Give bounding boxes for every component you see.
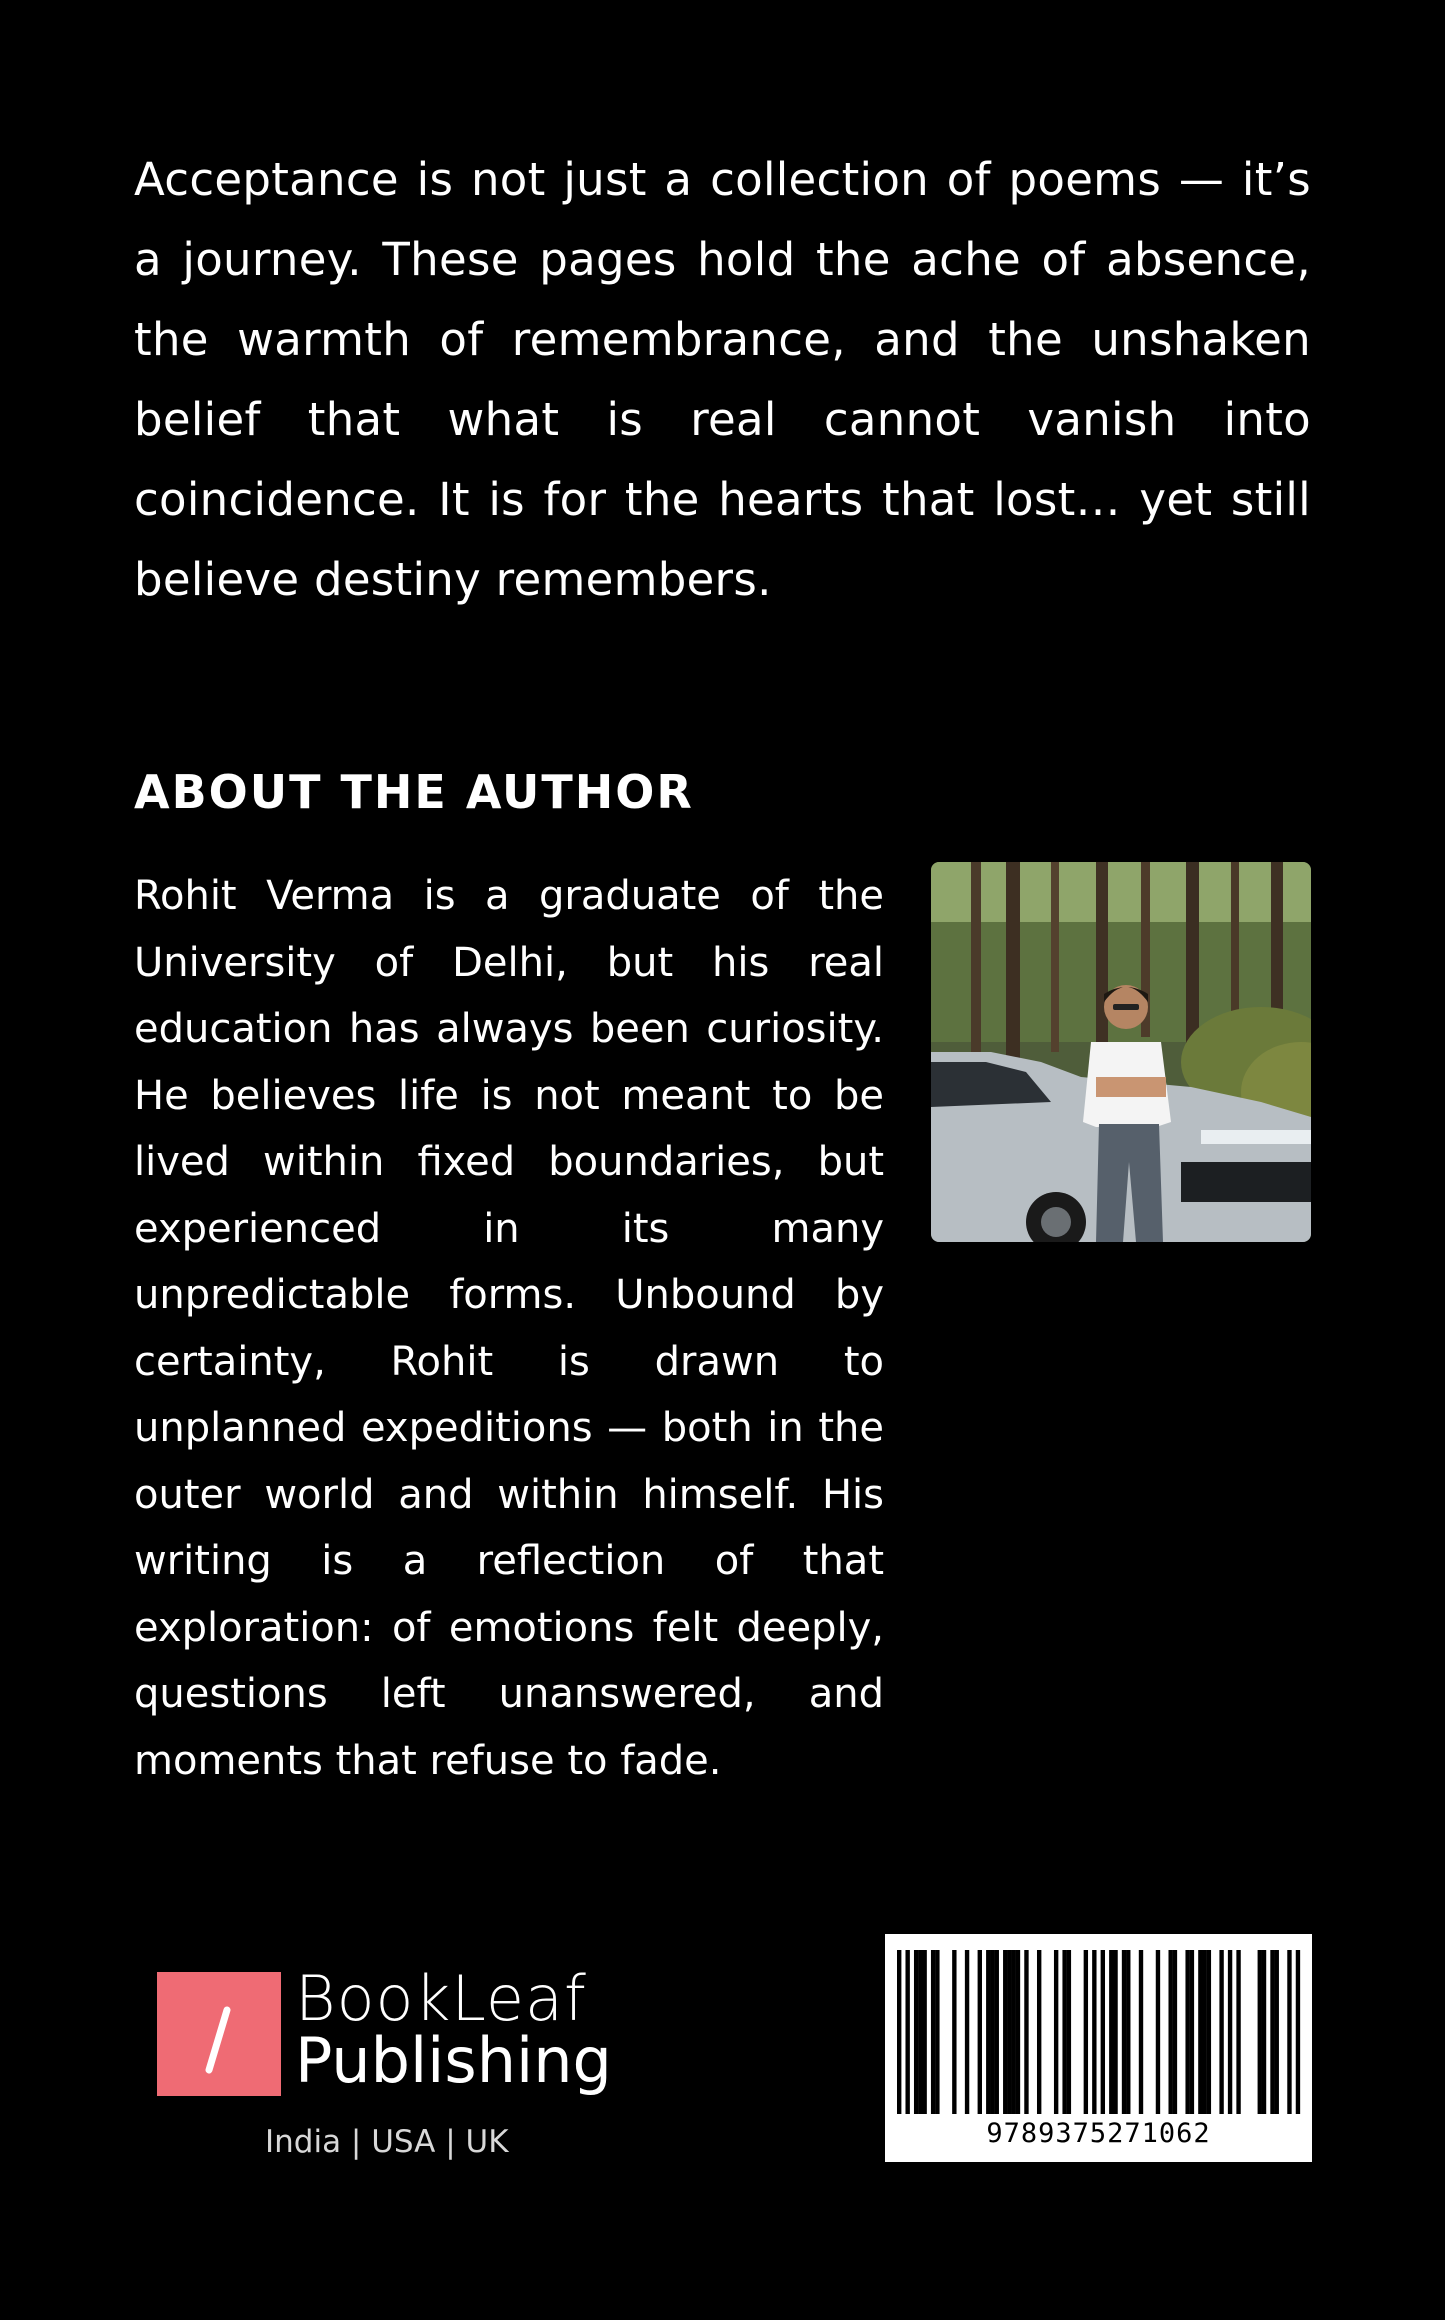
barcode-bar (1275, 1950, 1279, 2114)
barcode-bar (1207, 1950, 1211, 2114)
barcode-bar (931, 1950, 935, 2114)
barcode-bar (905, 1950, 909, 2114)
barcode-bar (1024, 1950, 1028, 2114)
barcode-bar (1236, 1950, 1240, 2114)
barcode-bar (1101, 1950, 1105, 2114)
barcode-bar (1156, 1950, 1160, 2114)
isbn-barcode (885, 1934, 1312, 2162)
barcode-bars (885, 1934, 1312, 2118)
barcode-bar (952, 1950, 956, 2114)
isbn-number: 9789375271062 (986, 2118, 1211, 2149)
barcode-bar (914, 1950, 918, 2114)
barcode-bar (1054, 1950, 1058, 2114)
barcode-bar (1139, 1950, 1143, 2114)
barcode-bar (1173, 1950, 1177, 2114)
book-blurb: Acceptance is not just a collection of poems — it’s a journey. These pages hold the ache of absence, the warmth of remembrance, and the unshaken belief that what is real cannot vanish into coincidence. It is for the hearts that lost… yet still believe destiny remembers. (134, 153, 1311, 606)
barcode-bar (922, 1950, 926, 2114)
barcode-bar (978, 1950, 982, 2114)
barcode-bar (1109, 1950, 1113, 2114)
barcode-bar (1190, 1950, 1194, 2114)
barcode-bar (1037, 1950, 1041, 2114)
barcode-bar (1084, 1950, 1088, 2114)
barcode-bar (1202, 1950, 1206, 2114)
barcode-bar (1296, 1950, 1300, 2114)
barcode-bar (1262, 1950, 1266, 2114)
barcode-bar (965, 1950, 969, 2114)
barcode-bar (1003, 1950, 1007, 2114)
barcode-bar (1198, 1950, 1202, 2114)
barcode-bar (1270, 1950, 1274, 2114)
about-author-heading: ABOUT THE AUTHOR (134, 765, 694, 819)
publisher-name-line1: BookLeaf (295, 1962, 587, 2035)
publisher-logo (157, 1962, 617, 2172)
barcode-bar (1122, 1950, 1126, 2114)
author-bio: Rohit Verma is a graduate of the University of Delhi, but his real education has always been curiosity. He believes life is not meant to be lived within fixed boundaries, but experienced in its many unpredictable forms. Unbound by certainty, Rohit is drawn to unplanned expeditions — both in the outer world and within himself. His writing is a reflection of that exploration: of emotions felt deeply, questions left unanswered, and moments that refuse to fade. (134, 873, 884, 1784)
barcode-bar (986, 1950, 990, 2114)
barcode-bar (1258, 1950, 1262, 2114)
barcode-bar (1007, 1950, 1011, 2114)
barcode-bar (1219, 1950, 1223, 2114)
barcode-bar (918, 1950, 922, 2114)
barcode-bar (897, 1950, 901, 2114)
barcode-bar (935, 1950, 939, 2114)
publisher-name-line2: Publishing (295, 2024, 612, 2097)
barcode-bar (995, 1950, 999, 2114)
barcode-bar (1016, 1950, 1020, 2114)
barcode-bar (1228, 1950, 1232, 2114)
barcode-bar (1012, 1950, 1016, 2114)
barcode-bar (1067, 1950, 1071, 2114)
slash-logo-icon (157, 1972, 281, 2096)
barcode-bar (990, 1950, 994, 2114)
barcode-bar (1092, 1950, 1096, 2114)
publisher-regions: India | USA | UK (265, 2124, 509, 2160)
author-photo (931, 862, 1311, 1242)
barcode-bar (1126, 1950, 1130, 2114)
barcode-bar (1062, 1950, 1066, 2114)
barcode-bar (1113, 1950, 1117, 2114)
barcode-bar (1185, 1950, 1189, 2114)
barcode-bar (1287, 1950, 1291, 2114)
barcode-bar (1168, 1950, 1172, 2114)
